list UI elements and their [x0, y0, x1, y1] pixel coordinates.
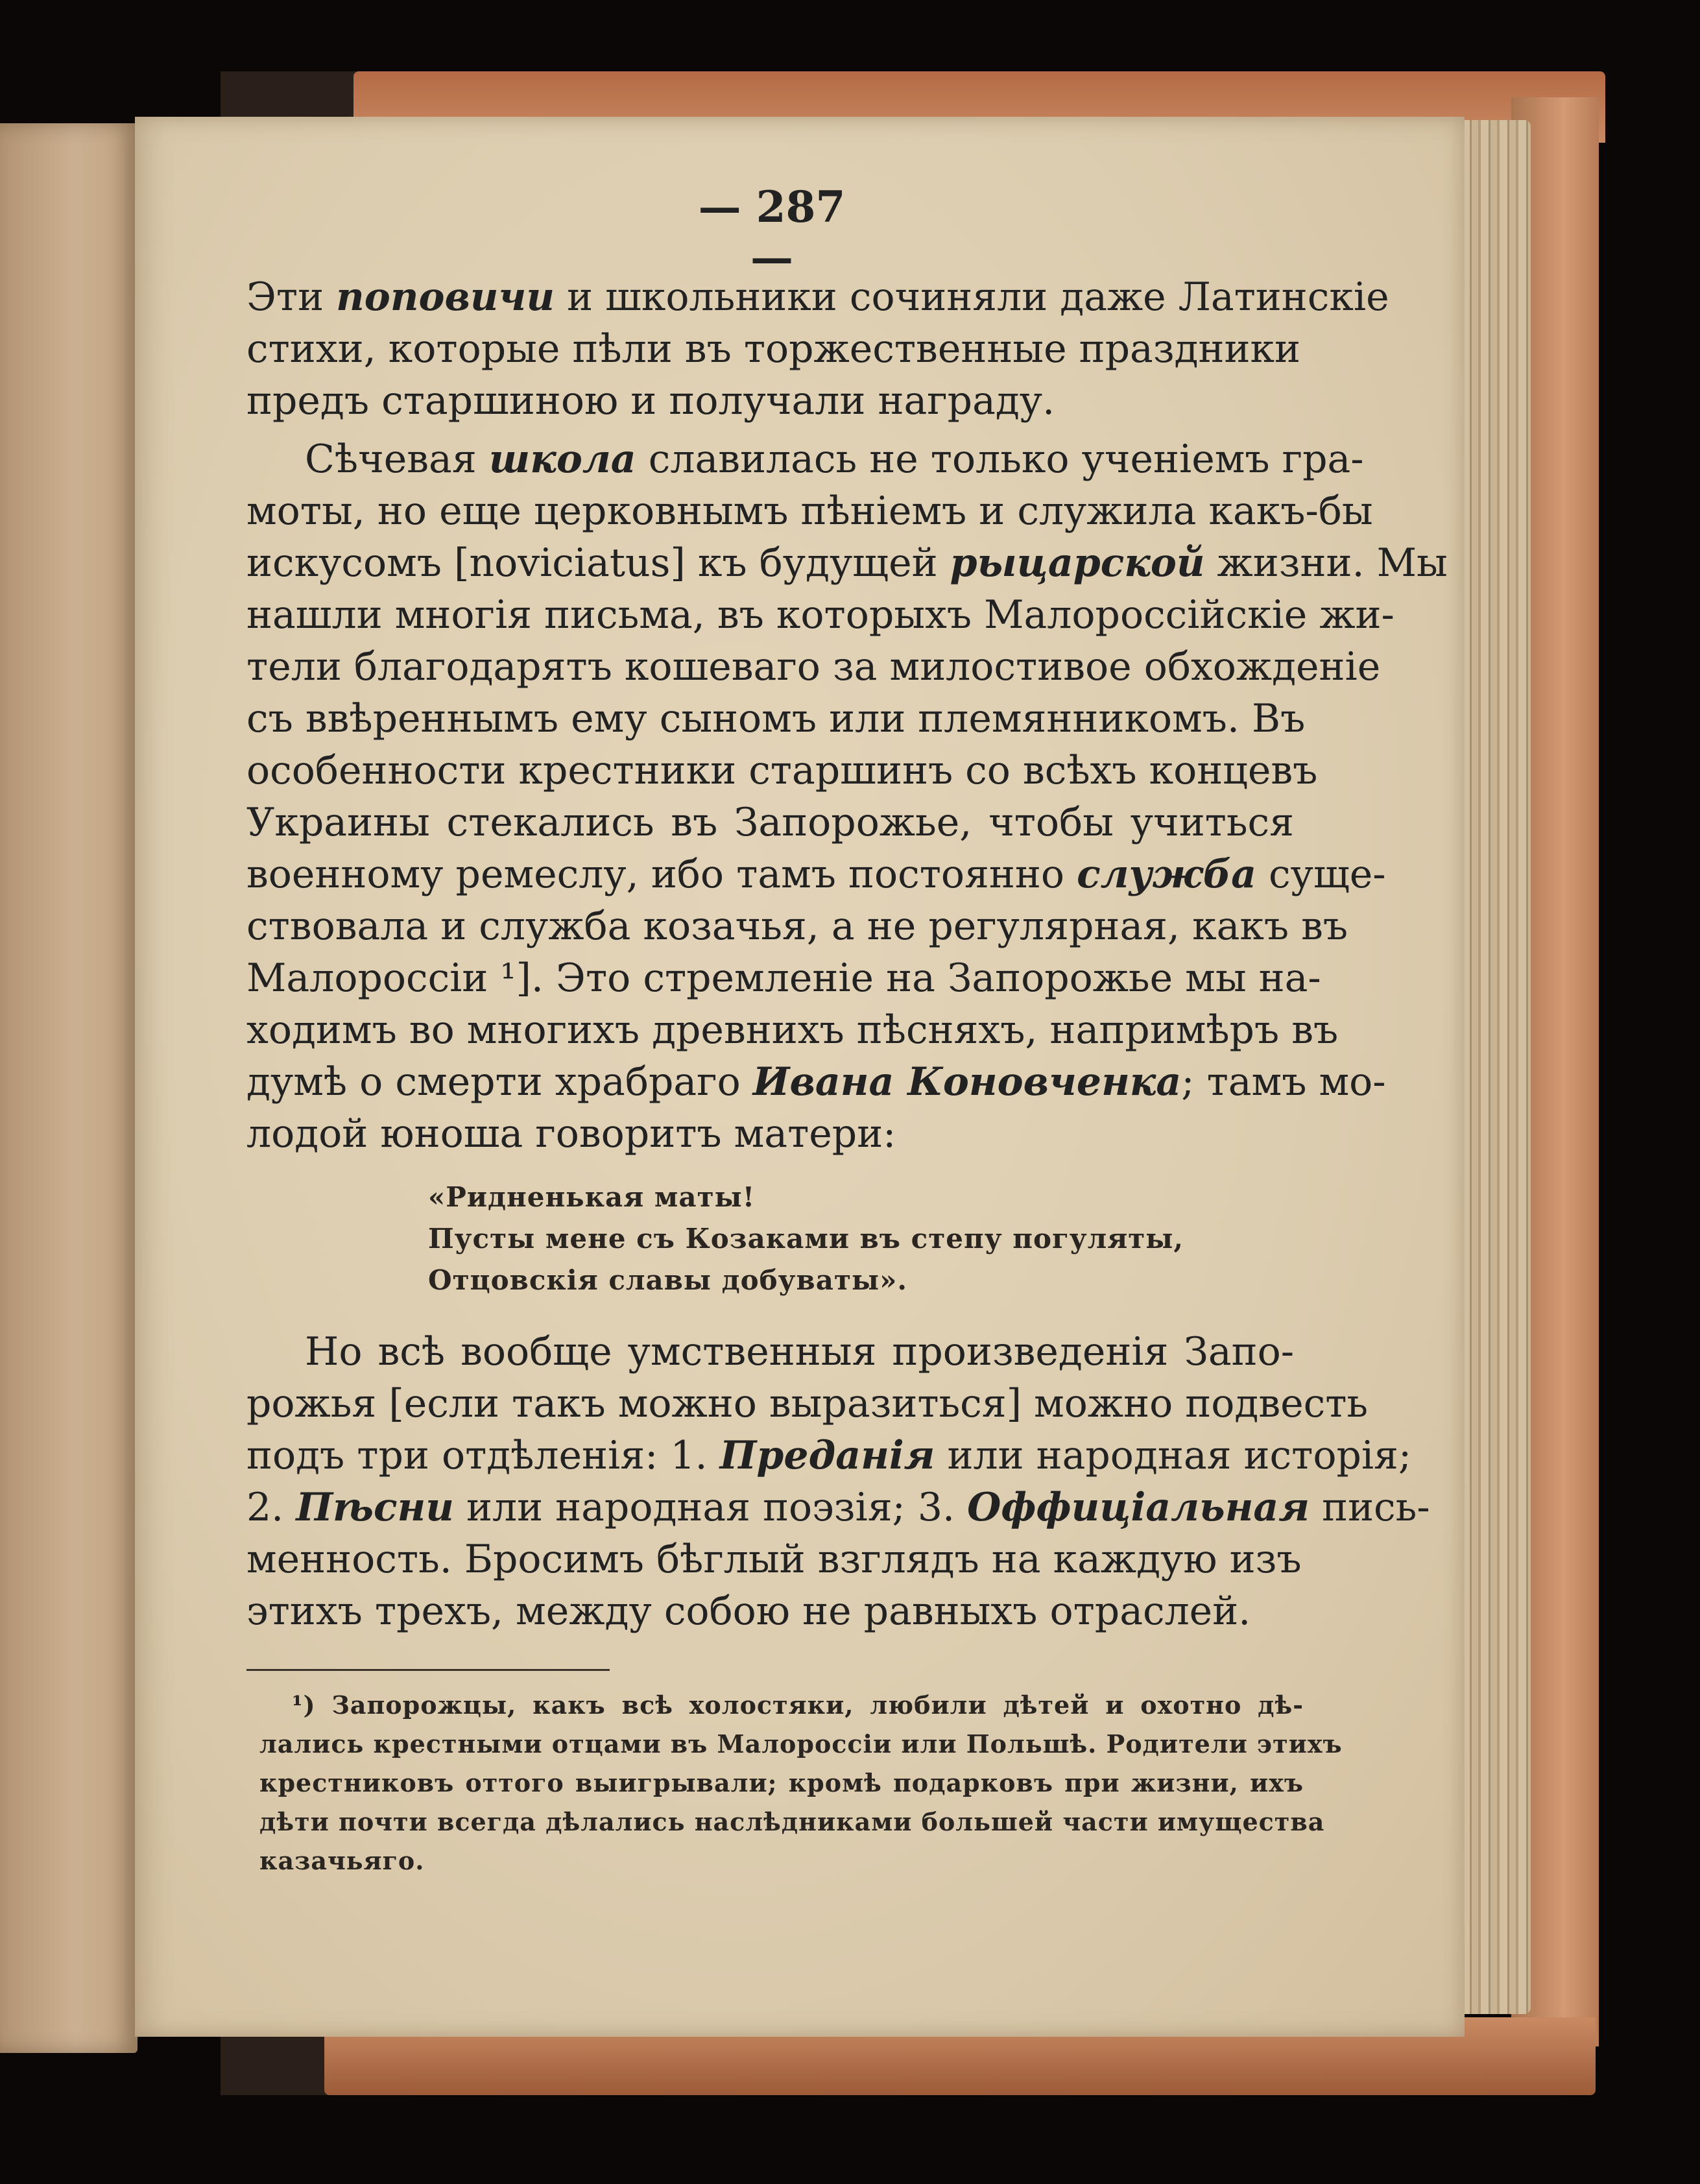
page-number: — 287 — [698, 182, 846, 283]
text-line: съ ввѣреннымъ ему сыномъ или племянникомъ. Въ [246, 696, 1306, 741]
footnote-line: ¹) Запорожцы, какъ всѣ холостяки, любили дѣтей и охотно дѣ- [292, 1690, 1304, 1720]
verse-line: «Ридненькая маты! [428, 1181, 756, 1213]
emphasis: школа [488, 437, 636, 482]
page-edges-stack [1453, 120, 1531, 2014]
facing-page-left [0, 123, 138, 2053]
text-line: этихъ трехъ, между собою не равныхъ отраслей. [246, 1589, 1251, 1634]
text-line: Эти поповичи и школьники сочиняли даже Латинскіе [246, 274, 1389, 320]
text-line: моты, но еще церковнымъ пѣніемъ и служила какъ-бы [246, 488, 1373, 534]
verse-line: Пусты мене съ Козаками въ степу погуляты, [428, 1223, 1184, 1254]
text-line: менность. Бросимъ бѣглый взглядъ на каждую изъ [246, 1537, 1302, 1582]
emphasis: поповичи [336, 274, 555, 320]
footnote-line: крестниковъ оттого выигрывали; кромѣ подарковъ при жизни, ихъ [259, 1768, 1304, 1797]
text-line: стихи, которые пѣли въ торжественные праздники [246, 326, 1300, 372]
text-line: Сѣчевая школа славилась не только ученіемъ гра- [305, 437, 1364, 482]
footnote-line: казачьяго. [259, 1846, 425, 1875]
text-line: подъ три отдѣленія: 1. Преданія или народная исторія; [246, 1433, 1412, 1478]
text-line: ствовала и служба козачья, а не регулярная, какъ въ [246, 904, 1348, 949]
emphasis: Ивана Коновченка [752, 1059, 1182, 1105]
text-line: лодой юноша говоритъ матери: [246, 1111, 896, 1157]
text-line: тели благодарятъ кошеваго за милостивое обхожденіе [246, 644, 1381, 690]
text-line: Но всѣ вообще умственныя произведенія Запо- [305, 1329, 1294, 1374]
text-line: искусомъ [noviciatus] къ будущей рыцарской жизни. Мы [246, 540, 1448, 586]
text-line: нашли многія письма, въ которыхъ Малороссійскіе жи- [246, 592, 1395, 638]
emphasis: Пѣсни [296, 1485, 454, 1530]
text-line: особенности крестники старшинъ со всѣхъ концевъ [246, 748, 1318, 793]
emphasis: рыцарской [950, 540, 1205, 586]
emphasis: служба [1077, 852, 1256, 897]
footnote-line: дѣти почти всегда дѣлались наслѣдниками большей части имущества [259, 1807, 1325, 1836]
text-line: 2. Пѣсни или народная поэзія; 3. Оффиціальная пись- [246, 1485, 1430, 1530]
emphasis: Преданія [719, 1433, 935, 1478]
emphasis: Оффиціальная [967, 1485, 1310, 1530]
text-line: ходимъ во многихъ древнихъ пѣсняхъ, напримѣръ въ [246, 1007, 1339, 1053]
text-line: рожья [если такъ можно выразиться] можно подвесть [246, 1381, 1369, 1426]
text-line: военному ремеслу, ибо тамъ постоянно служба суще- [246, 852, 1386, 897]
footnote-line: лались крестными отцами въ Малороссіи или Польшѣ. Родители этихъ [259, 1729, 1343, 1758]
text-line: думѣ о смерти храбраго Ивана Коновченка; тамъ мо- [246, 1059, 1386, 1105]
verse-line: Отцовскія славы добуваты». [428, 1264, 907, 1296]
footnote-divider [246, 1669, 610, 1671]
text-line: Украины стекались въ Запорожье, чтобы учиться [246, 800, 1294, 845]
text-line: предъ старшиною и получали награду. [246, 378, 1055, 424]
text-line: Малороссіи ¹]. Это стремленіе на Запорожье мы на- [246, 955, 1321, 1001]
